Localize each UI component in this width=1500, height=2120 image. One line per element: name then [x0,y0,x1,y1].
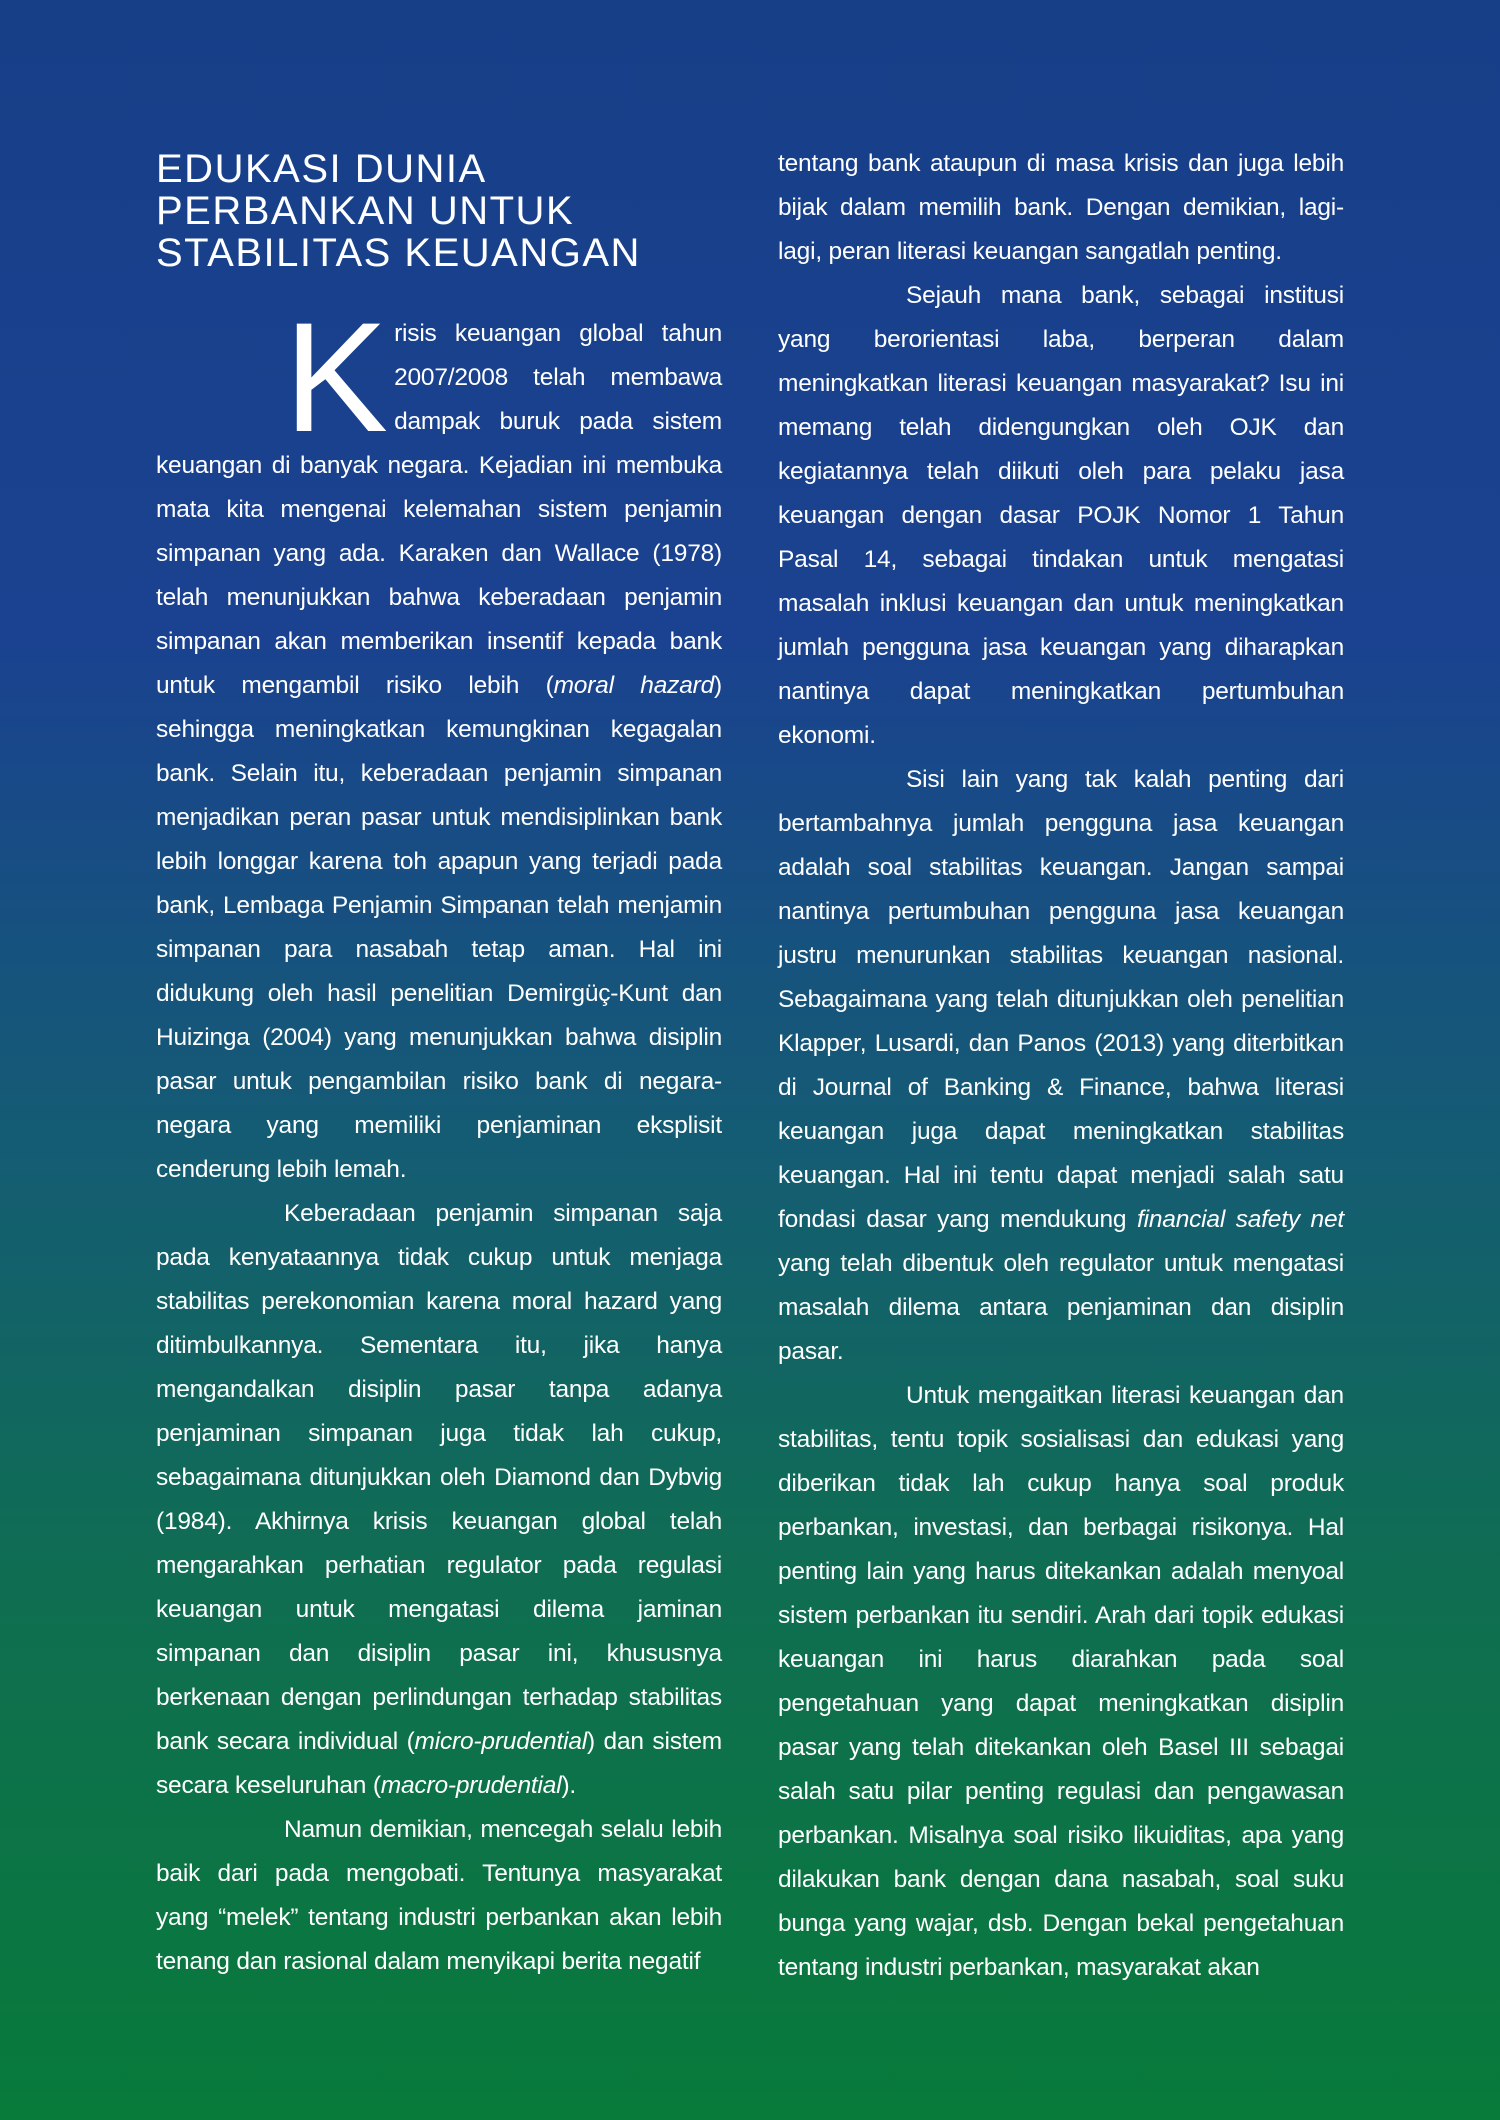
paragraph-intro-text: risis keuangan global tahun 2007/2008 telah membawa dampak buruk pada sistem keuangan di banyak negara. Kejadian ini membuka mata kita mengenai kelemahan sistem penjamin simpanan yang ada. Karaken dan Wallace (1978) telah menunjukkan bahwa keberadaan penjamin simpanan akan memberikan insentif kepada bank untuk mengambil risiko lebih ( [156,320,722,699]
paragraph-4 [778,274,1344,758]
paragraph-5 [778,758,1344,1374]
italic-term: financial safety net [1137,1206,1344,1233]
article-column-right [778,142,1344,1990]
italic-term: moral hazard [553,672,715,699]
paragraph-2-text: ). [561,1772,577,1799]
paragraph-5-text: yang telah dibentuk oleh regulator untuk mengatasi masalah dilema antara penjaminan dan disiplin pasar. [778,1250,1344,1365]
paragraph-2-text: Keberadaan penjamin simpanan saja pada kenyataannya tidak cukup untuk menjaga stabilitas perekonomian karena moral hazard yang ditimbulkannya. Sementara itu, jika hanya mengandalkan disiplin pasar tanpa adanya penjaminan simpanan juga tidak lah cukup, sebagaimana ditunjukkan oleh Diamond dan Dybvig (1984). Akhirnya krisis keuangan global telah mengarahkan perhatian regulator pada regulasi keuangan untuk mengatasi dilema jaminan simpanan dan disiplin pasar ini, khususnya berkenaan dengan perlindungan terhadap stabilitas bank secara individual ( [156,1200,722,1755]
article-title: EDUKASI DUNIA PERBANKAN UNTUK STABILITAS KEUANGAN [156,147,641,275]
paragraph-2 [156,1192,722,1808]
paragraph-3-text: tentang bank ataupun di masa krisis dan juga lebih bijak dalam memilih bank. Dengan demikian, lagi-lagi, peran literasi keuangan sangatlah penting. [778,150,1344,265]
drop-cap: K [284,291,389,465]
paragraph-6-text: Untuk mengaitkan literasi keuangan dan stabilitas, tentu topik sosialisasi dan edukasi yang diberikan tidak lah cukup hanya soal produk perbankan, investasi, dan berbagai risikonya. Hal penting lain yang harus ditekankan adalah menyoal sistem perbankan itu sendiri. Arah dari topik edukasi keuangan ini harus diarahkan pada soal pengetahuan yang dapat meningkatkan disiplin pasar yang telah ditekankan oleh Basel III sebagai salah satu pilar penting regulasi dan pengawasan perbankan. Misalnya soal risiko likuiditas, apa yang dilakukan bank dengan dana nasabah, soal suku bunga yang wajar, dsb. Dengan bekal pengetahuan tentang industri perbankan, masyarakat akan [778,1382,1344,1981]
paragraph-intro [156,291,722,1192]
paragraph-6 [778,1374,1344,1990]
paragraph-4-text: Sejauh mana bank, sebagai institusi yang berorientasi laba, berperan dalam meningkatkan literasi keuangan masyarakat? Isu ini memang telah didengungkan oleh OJK dan kegiatannya telah diikuti oleh para pelaku jasa keuangan dengan dasar POJK Nomor 1 Tahun Pasal 14, sebagai tindakan untuk mengatasi masalah inklusi keuangan dan untuk meningkatkan jumlah pengguna jasa keuangan yang diharapkan nantinya dapat meningkatkan pertumbuhan ekonomi. [778,282,1344,749]
paragraph-intro-text: ) sehingga meningkatkan kemungkinan kegagalan bank. Selain itu, keberadaan penjamin simpanan menjadikan peran pasar untuk mendisiplinkan bank lebih longgar karena toh apapun yang terjadi pada bank, Lembaga Penjamin Simpanan telah menjamin simpanan para nasabah tetap aman. Hal ini didukung oleh hasil penelitian Demirgüç-Kunt dan Huizinga (2004) yang menunjukkan bahwa disiplin pasar untuk pengambilan risiko bank di negara-negara yang memiliki penjaminan eksplisit cenderung lebih lemah. [156,672,722,1183]
italic-term: micro-prudential [414,1728,587,1755]
paragraph-3-text: Namun demikian, mencegah selalu lebih baik dari pada mengobati. Tentunya masyarakat yang “melek” tentang industri perbankan akan lebih tenang dan rasional dalam menyikapi berita negatif [156,1816,722,1975]
paragraph-5-text: Sisi lain yang tak kalah penting dari bertambahnya jumlah pengguna jasa keuangan adalah soal stabilitas keuangan. Jangan sampai nantinya pertumbuhan pengguna jasa keuangan justru menurunkan stabilitas keuangan nasional. Sebagaimana yang telah ditunjukkan oleh penelitian Klapper, Lusardi, dan Panos (2013) yang diterbitkan di Journal of Banking & Finance, bahwa literasi keuangan juga dapat meningkatkan stabilitas keuangan. Hal ini tentu dapat menjadi salah satu fondasi dasar yang mendukung [778,766,1344,1233]
paragraph-2-text: ) dan sistem secara keseluruhan ( [156,1728,722,1799]
paragraph-3-continued [778,142,1344,274]
article-column-left [156,142,722,1984]
italic-term: macro-prudential [380,1772,562,1799]
paragraph-3 [156,1808,722,1984]
